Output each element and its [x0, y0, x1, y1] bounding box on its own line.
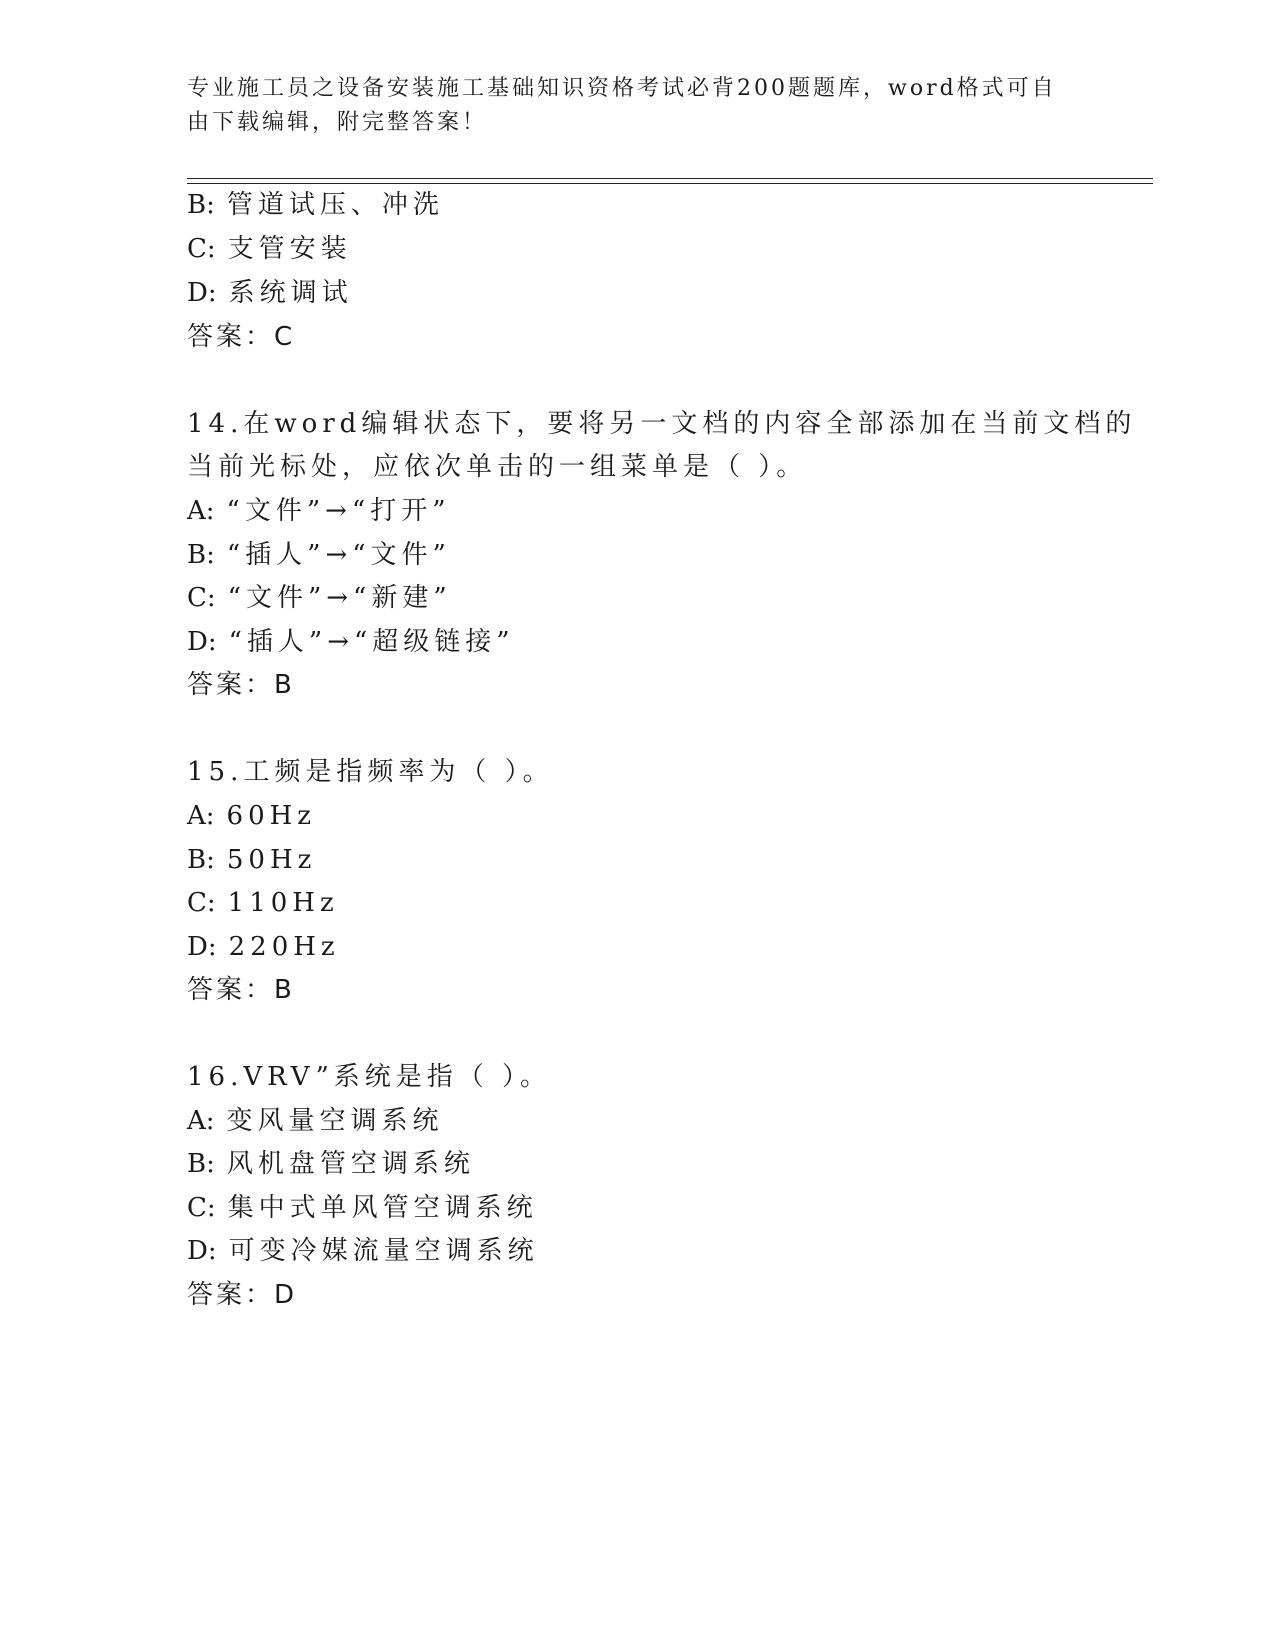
page-header-title: 专业施工员之设备安装施工基础知识资格考试必背200题题库，word格式可自由下载编辑，附完整答案！	[187, 76, 1057, 135]
prev-option-c	[187, 232, 352, 266]
option-text: 系统调试	[228, 278, 353, 308]
q14-option-b	[187, 538, 451, 572]
q14-option-c	[187, 581, 452, 615]
header-divider-top	[187, 178, 1153, 179]
option-label: C:	[187, 1193, 216, 1223]
prev-answer: 答案：C	[187, 322, 296, 352]
option-label: B:	[187, 1149, 215, 1179]
q14-option-a	[187, 494, 451, 528]
header-divider-bottom	[187, 183, 1153, 184]
q14-stem-line2: 当前光标处，应依次单击的一组菜单是（ ）。	[187, 452, 808, 482]
option-text: 变风量空调系统	[226, 1106, 444, 1136]
q14-stem-line1: 14.在word编辑状态下，要将另一文档的内容全部添加在当前文档的	[187, 409, 1137, 439]
option-text: 集中式单风管空调系统	[227, 1193, 538, 1223]
option-label: C:	[187, 583, 216, 613]
q16-option-a	[187, 1104, 444, 1138]
q16-option-c	[187, 1191, 538, 1225]
option-text: “插人”→“文件”	[226, 540, 451, 570]
option-label: D:	[187, 1236, 217, 1266]
option-text: 110Hz	[227, 888, 339, 918]
q15-option-c	[187, 886, 339, 920]
q15-option-d	[187, 930, 340, 964]
prev-option-d	[187, 276, 353, 310]
q15-option-a	[187, 799, 316, 833]
q15-answer: 答案：B	[187, 975, 295, 1005]
option-text: 支管安装	[227, 234, 352, 264]
option-label: B:	[187, 540, 215, 570]
q16-answer: 答案：D	[187, 1280, 298, 1310]
q14-answer: 答案：B	[187, 670, 295, 700]
option-text: 可变冷媒流量空调系统	[228, 1236, 539, 1266]
q16-stem: 16.VRV”系统是指（ ）。	[187, 1062, 552, 1092]
option-label: A:	[187, 496, 215, 526]
prev-option-b	[187, 188, 444, 222]
q16-option-b	[187, 1147, 475, 1181]
option-text: “插人”→“超级链接”	[228, 627, 515, 657]
option-label: A:	[187, 1106, 215, 1136]
option-label: A:	[187, 801, 215, 831]
option-text: 60Hz	[226, 801, 317, 831]
option-label: D:	[187, 627, 217, 657]
option-label: C:	[187, 888, 216, 918]
option-text: 风机盘管空调系统	[226, 1149, 475, 1179]
option-text: “文件”→“打开”	[226, 496, 451, 526]
option-label: B:	[187, 845, 215, 875]
option-label: D:	[187, 278, 217, 308]
option-text: 管道试压、冲洗	[226, 190, 444, 220]
option-label: D:	[187, 932, 217, 962]
option-text: 220Hz	[228, 932, 340, 962]
option-label: B:	[187, 190, 215, 220]
option-text: “文件”→“新建”	[227, 583, 452, 613]
q14-option-d	[187, 625, 515, 659]
q16-option-d	[187, 1234, 539, 1268]
q15-stem: 15.工频是指频率为（ ）。	[187, 757, 554, 787]
q15-option-b	[187, 843, 316, 877]
option-text: 50Hz	[226, 845, 317, 875]
option-label: C:	[187, 234, 216, 264]
